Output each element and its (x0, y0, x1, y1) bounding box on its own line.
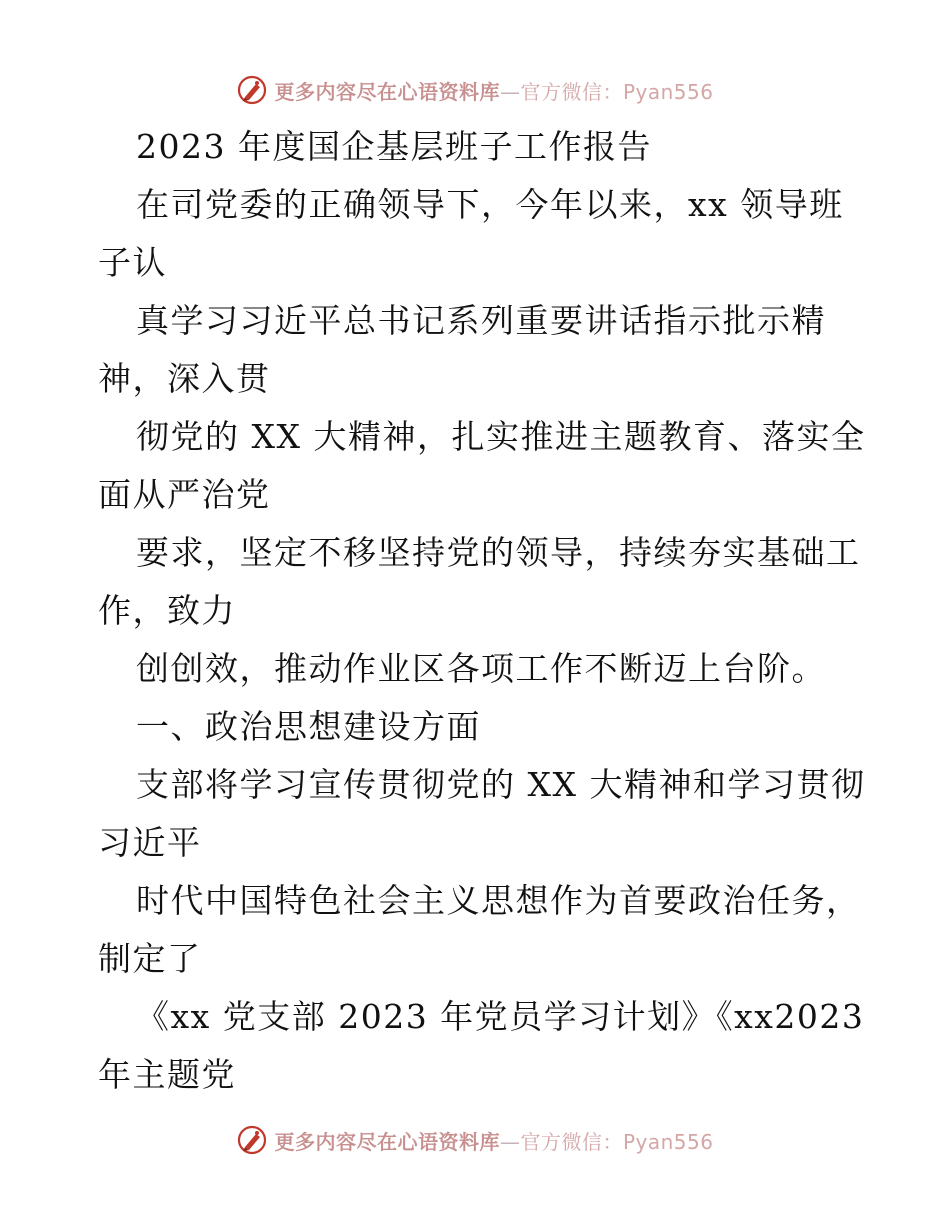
watermark-contact: 官方微信：Pyan556 (520, 79, 714, 104)
paragraph-line: 彻党的 XX 大精神，扎实推进主题教育、落实全 (136, 417, 866, 456)
paragraph-line: 在司党委的正确领导下，今年以来，xx 领导班 (136, 185, 844, 224)
watermark-brand: 更多内容尽在心语资料库 (274, 1129, 500, 1154)
footer-watermark (0, 1120, 950, 1160)
paragraph-line: 《xx 党支部 2023 年党员学习计划》《xx2023 (136, 997, 865, 1036)
watermark-separator: — (499, 79, 521, 104)
paragraph-line: 创创效，推动作业区各项工作不断迈上台阶。 (136, 649, 826, 688)
paragraph-line: 面从严治党 (98, 475, 271, 514)
paragraph-line: 真学习习近平总书记系列重要讲话指示批示精 (136, 301, 826, 340)
paragraph-line: 神，深入贯 (98, 359, 271, 398)
section-heading: 一、政治思想建设方面 (136, 707, 481, 746)
watermark-contact: 官方微信：Pyan556 (520, 1129, 714, 1154)
watermark-separator: — (499, 1129, 521, 1154)
paragraph-line: 支部将学习宣传贯彻党的 XX 大精神和学习贯彻 (136, 765, 866, 804)
paragraph-line: 年主题党 (98, 1055, 236, 1094)
paragraph-line: 习近平 (98, 823, 202, 862)
header-watermark (0, 70, 950, 110)
paragraph-line: 时代中国特色社会主义思想作为首要政治任务， (136, 881, 861, 920)
paragraph-line: 要求，坚定不移坚持党的领导，持续夯实基础工 (136, 533, 861, 572)
paragraph-line: 子认 (98, 243, 167, 282)
paragraph-line: 作，致力 (98, 591, 236, 630)
paragraph-line: 制定了 (98, 939, 202, 978)
document-title: 2023 年度国企基层班子工作报告 (136, 127, 652, 166)
pen-logo-icon (236, 1124, 268, 1156)
watermark-brand: 更多内容尽在心语资料库 (274, 79, 500, 104)
document-body (98, 118, 866, 1104)
pen-logo-icon (236, 74, 268, 106)
